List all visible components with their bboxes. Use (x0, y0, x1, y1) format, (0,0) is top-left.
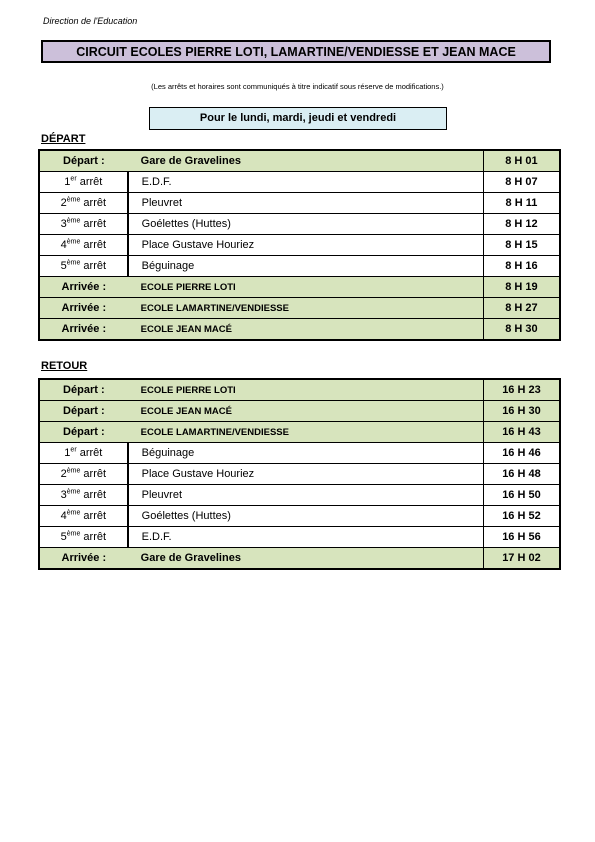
stop-name: E.D.F. (128, 172, 484, 193)
stop-number-suffix: ème (66, 238, 81, 246)
schedule-row (39, 548, 560, 570)
page-title: CIRCUIT ECOLES PIERRE LOTI, LAMARTINE/VENDIESSE ET JEAN MACE (41, 40, 551, 63)
stop-number: 3 (60, 218, 67, 230)
schedule-row (39, 298, 560, 319)
stop-name: Place Gustave Houriez (128, 464, 484, 485)
schedule-row (39, 172, 560, 193)
stop-number-suffix: ème (66, 488, 81, 496)
schedule-row (39, 485, 560, 506)
depart-schedule-table (38, 149, 561, 341)
stop-word: arrêt (76, 176, 103, 188)
stop-name: Place Gustave Houriez (128, 235, 484, 256)
stop-word: arrêt (80, 218, 107, 230)
stop-name: ECOLE JEAN MACÉ (128, 319, 484, 341)
stop-word: arrêt (80, 239, 107, 251)
stop-time: 16 H 56 (483, 527, 560, 548)
stop-name: ECOLE LAMARTINE/VENDIESSE (128, 422, 484, 443)
stop-word: arrêt (80, 468, 107, 480)
schedule-row (39, 193, 560, 214)
stop-time: 8 H 30 (483, 319, 560, 341)
stop-label (39, 256, 128, 277)
stop-word: arrêt (76, 447, 103, 459)
stop-name: Pleuvret (128, 485, 484, 506)
schedule-row (39, 277, 560, 298)
stop-number: 5 (60, 531, 67, 543)
stop-label (39, 527, 128, 548)
retour-schedule-table (38, 378, 561, 570)
stop-name: Béguinage (128, 256, 484, 277)
stop-label (39, 214, 128, 235)
stop-number-suffix: ème (66, 259, 81, 267)
stop-word: arrêt (80, 260, 107, 272)
schedule-row (39, 443, 560, 464)
stop-time: 16 H 23 (483, 379, 560, 401)
stop-number: 3 (60, 489, 67, 501)
stop-name: ECOLE LAMARTINE/VENDIESSE (128, 298, 484, 319)
stop-number: 1 (64, 447, 71, 459)
schedule-row (39, 464, 560, 485)
schedule-row (39, 256, 560, 277)
stop-time: 8 H 15 (483, 235, 560, 256)
disclaimer: (Les arrêts et horaires sont communiqués à titre indicatif sous réserve de modifications.) (151, 82, 444, 91)
stop-label: Départ : (39, 150, 128, 172)
stop-time: 16 H 43 (483, 422, 560, 443)
stop-number-suffix: ème (66, 217, 81, 225)
stop-time: 8 H 11 (483, 193, 560, 214)
stop-number-suffix: ème (66, 196, 81, 204)
stop-number: 1 (64, 176, 71, 188)
stop-time: 8 H 01 (483, 150, 560, 172)
stop-label (39, 443, 128, 464)
stop-name: Goélettes (Huttes) (128, 214, 484, 235)
stop-name: Gare de Gravelines (128, 548, 484, 570)
stop-label: Arrivée : (39, 298, 128, 319)
stop-name: Gare de Gravelines (128, 150, 484, 172)
schedule-row (39, 379, 560, 401)
stop-label: Arrivée : (39, 277, 128, 298)
schedule-row (39, 506, 560, 527)
days-banner: Pour le lundi, mardi, jeudi et vendredi (149, 107, 447, 130)
stop-label (39, 464, 128, 485)
stop-number-suffix: er (70, 175, 77, 183)
stop-label (39, 172, 128, 193)
stop-time: 8 H 12 (483, 214, 560, 235)
stop-name: Pleuvret (128, 193, 484, 214)
depart-section-label: DÉPART (41, 133, 86, 145)
stop-number-suffix: ème (66, 530, 81, 538)
stop-number: 2 (60, 468, 67, 480)
header-note: Direction de l'Education (43, 16, 138, 26)
stop-number-suffix: ème (66, 467, 81, 475)
stop-name: ECOLE PIERRE LOTI (128, 277, 484, 298)
stop-word: arrêt (80, 510, 107, 522)
stop-label (39, 506, 128, 527)
stop-word: arrêt (80, 197, 107, 209)
schedule-row (39, 235, 560, 256)
schedule-row (39, 214, 560, 235)
stop-name: ECOLE PIERRE LOTI (128, 379, 484, 401)
stop-time: 16 H 50 (483, 485, 560, 506)
stop-name: ECOLE JEAN MACÉ (128, 401, 484, 422)
stop-label: Arrivée : (39, 548, 128, 570)
stop-label (39, 235, 128, 256)
schedule-row (39, 527, 560, 548)
stop-name: Goélettes (Huttes) (128, 506, 484, 527)
stop-time: 8 H 16 (483, 256, 560, 277)
stop-label: Arrivée : (39, 319, 128, 341)
stop-number: 4 (60, 239, 67, 251)
stop-time: 16 H 46 (483, 443, 560, 464)
stop-word: arrêt (80, 531, 107, 543)
stop-time: 17 H 02 (483, 548, 560, 570)
stop-number: 5 (60, 260, 67, 272)
stop-number-suffix: er (70, 446, 77, 454)
stop-label (39, 193, 128, 214)
stop-time: 16 H 48 (483, 464, 560, 485)
schedule-row (39, 319, 560, 341)
stop-name: E.D.F. (128, 527, 484, 548)
stop-name: Béguinage (128, 443, 484, 464)
stop-number-suffix: ème (66, 509, 81, 517)
stop-time: 16 H 30 (483, 401, 560, 422)
stop-label: Départ : (39, 379, 128, 401)
schedule-row (39, 401, 560, 422)
schedule-row (39, 422, 560, 443)
stop-label (39, 485, 128, 506)
stop-time: 8 H 19 (483, 277, 560, 298)
stop-label: Départ : (39, 422, 128, 443)
stop-number: 4 (60, 510, 67, 522)
schedule-row (39, 150, 560, 172)
retour-section-label: RETOUR (41, 360, 88, 372)
stop-time: 8 H 07 (483, 172, 560, 193)
stop-label: Départ : (39, 401, 128, 422)
stop-time: 8 H 27 (483, 298, 560, 319)
stop-number: 2 (60, 197, 67, 209)
stop-word: arrêt (80, 489, 107, 501)
stop-time: 16 H 52 (483, 506, 560, 527)
